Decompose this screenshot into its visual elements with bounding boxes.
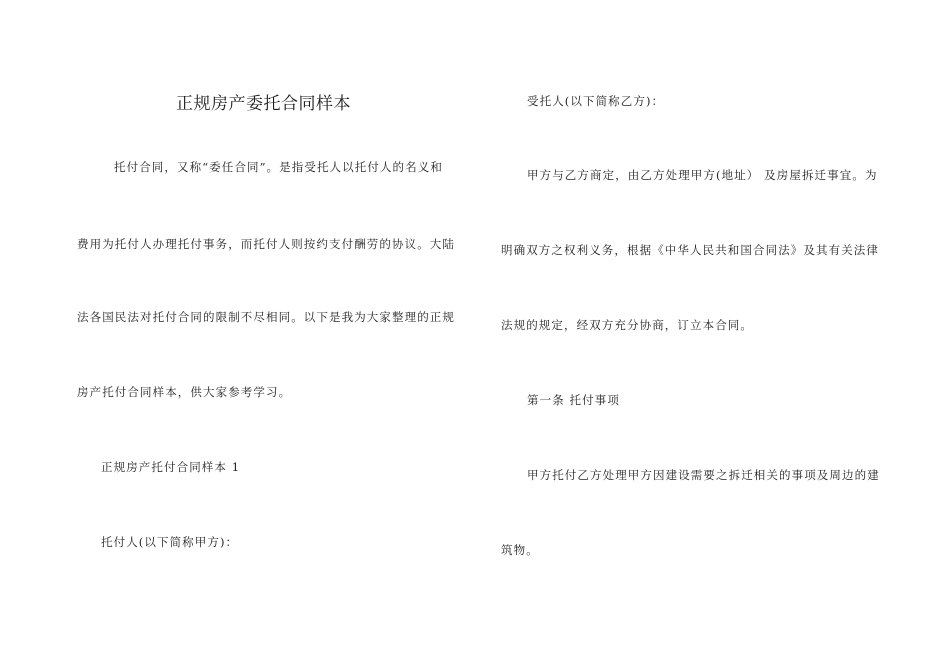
intro-line-2: 费用为托付人办理托付事务，而托付人则按约支付酬劳的协议。大陆 <box>77 237 455 251</box>
document-title: 正规房产委托合同样本 <box>176 94 351 114</box>
sample-heading: 正规房产托付合同样本 1 <box>101 460 241 474</box>
article-1-line-2: 筑物。 <box>501 543 539 557</box>
intro-line-1: 托付合同，又称“委任合同”。是指受托人以托付人的名义和 <box>114 160 443 174</box>
intro-line-3: 法各国民法对托付合同的限制不尽相同。以下是我为大家整理的正规 <box>77 310 455 324</box>
intro-line-4: 房产托付合同样本，供大家参考学习。 <box>77 385 292 399</box>
party-a-line: 托付人(以下简称甲方)： <box>101 535 239 549</box>
agreement-line-3: 法规的规定，经双方充分协商，订立本合同。 <box>501 318 753 332</box>
article-1-heading: 第一条 托付事项 <box>527 393 620 407</box>
right-column <box>475 0 950 672</box>
agreement-line-2: 明确双方之权利义务，根据《中华人民共和国合同法》及其有关法律 <box>501 243 879 257</box>
article-1-line-1: 甲方托付乙方处理甲方因建设需要之拆迁相关的事项及周边的建 <box>527 468 880 482</box>
party-b-line: 受托人(以下简称乙方)： <box>527 94 665 108</box>
agreement-line-1: 甲方与乙方商定，由乙方处理甲方(地址） 及房屋拆迁事宜。为 <box>527 168 878 182</box>
